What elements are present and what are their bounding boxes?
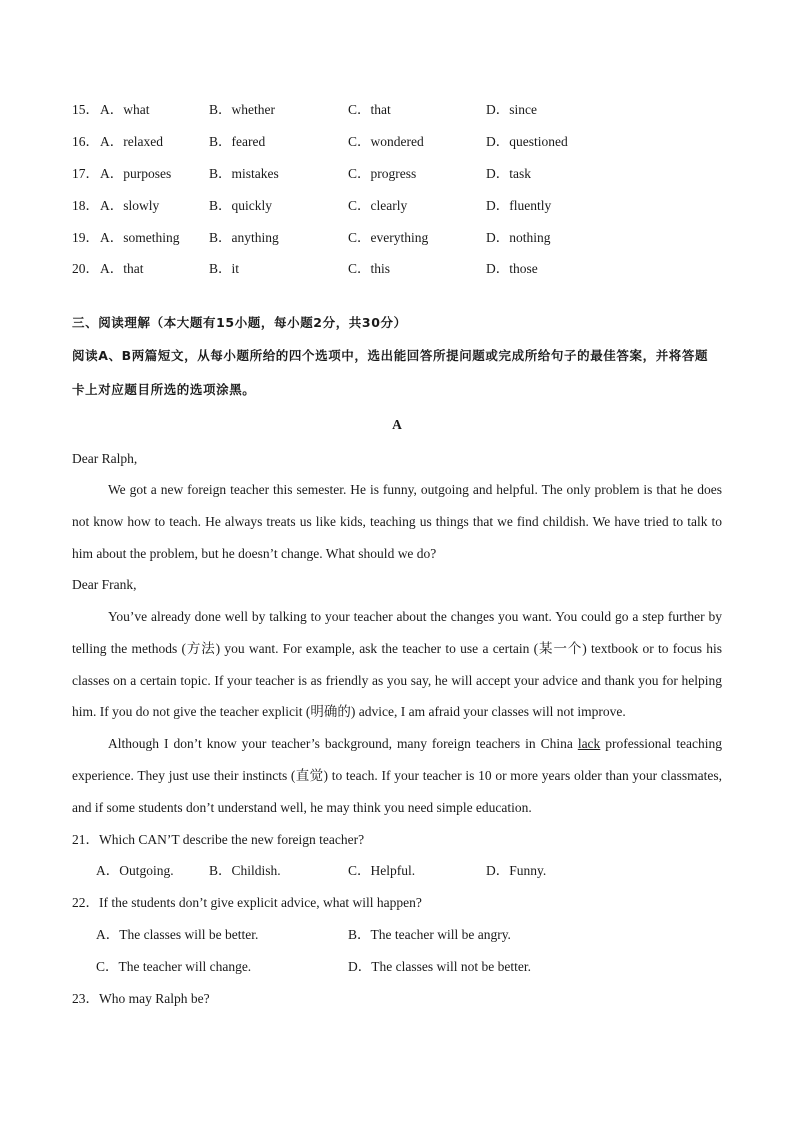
underlined-word: lack [577, 736, 601, 751]
question-21-stem: 21．Which CAN’T describe the new foreign teacher? [72, 832, 365, 847]
option-a: A．slowly [100, 198, 160, 213]
greeting-frank: Dear Frank, [72, 577, 137, 592]
option-d: D．The classes will not be better. [348, 959, 531, 974]
question-number: 19． [72, 230, 99, 245]
section-title: 三、阅读理解（本大题有15小题，每小题2分，共30分） [72, 315, 407, 330]
option-c: C．that [348, 102, 391, 117]
option-b: B．The teacher will be angry. [348, 927, 511, 942]
reply-paragraph-1: You’ve already done well by talking to your teacher about the changes you want. You could go a step further by telling the methods (方法) you want. For example, ask the teacher to use a certain (某一个) textbook or to focus his classes on a certain topic. If your teacher is as friendly as you say, he will accept your advice and thank you for helping him. If you do not give the teacher explicit (明确的) advice, I am afraid your classes will not improve. [72, 609, 722, 720]
option-a: A．that [100, 261, 144, 276]
question-22-stem: 22．If the students don’t give explicit advice, what will happen? [72, 895, 422, 910]
option-b: B．whether [209, 102, 275, 117]
option-b: B．Childish. [209, 863, 281, 878]
option-c: C．Helpful. [348, 863, 416, 878]
option-c: C．The teacher will change. [96, 959, 252, 974]
option-d: D．fluently [486, 198, 552, 213]
reply-paragraph-2-end: professional teaching experience. They just use their instincts (直觉) to teach. If your teacher is 10 or more years older than your classmates, and if some students don’t understand well, he may think you need simple education. [72, 736, 722, 815]
letter-paragraph-1: We got a new foreign teacher this semester. He is funny, outgoing and helpful. The only problem is that he does not know how to teach. He always treats us like kids, teaching us things that we find childish. We have tried to talk to him about the problem, but he doesn’t change. What should we do? [72, 482, 722, 561]
option-a: A．what [100, 102, 150, 117]
question-number: 20． [72, 261, 99, 276]
option-c: C．clearly [348, 198, 408, 213]
option-a: A．The classes will be better. [96, 927, 259, 942]
option-b: B．mistakes [209, 166, 279, 181]
question-number: 18． [72, 198, 99, 213]
option-d: D．questioned [486, 134, 568, 149]
option-b: B．anything [209, 230, 279, 245]
option-d: D．Funny. [486, 863, 547, 878]
option-d: D．task [486, 166, 531, 181]
question-23-stem: 23．Who may Ralph be? [72, 991, 210, 1006]
option-a: 15． [72, 102, 99, 117]
option-c: C．this [348, 261, 391, 276]
option-c: C．everything [348, 230, 429, 245]
option-a: A．something [100, 230, 180, 245]
section-instruction-line2: 卡上对应题目所选的选项涂黑。 [72, 382, 256, 397]
section-instruction-line1: 阅读A、B两篇短文，从每小题所给的四个选项中，选出能回答所提问题或完成所给句子的最佳答案，并将答题 [72, 348, 709, 363]
question-number: 17． [72, 166, 99, 181]
option-d: D．those [486, 261, 538, 276]
passage-label: A [392, 417, 402, 432]
option-c: C．progress [348, 166, 417, 181]
reply-paragraph-2-start: Although I don’t know your teacher’s background, many foreign teachers in China [108, 736, 578, 751]
reply-paragraph-2 [72, 728, 722, 823]
option-c: C．wondered [348, 134, 424, 149]
greeting-ralph: Dear Ralph, [72, 451, 138, 466]
option-d: D．since [486, 102, 537, 117]
option-a: A．purposes [100, 166, 172, 181]
option-a: A．Outgoing. [96, 863, 174, 878]
question-number: 16． [72, 134, 99, 149]
option-b: B．it [209, 261, 240, 276]
option-b: B．quickly [209, 198, 272, 213]
option-b: B．feared [209, 134, 266, 149]
option-a: A．relaxed [100, 134, 163, 149]
option-d: D．nothing [486, 230, 551, 245]
